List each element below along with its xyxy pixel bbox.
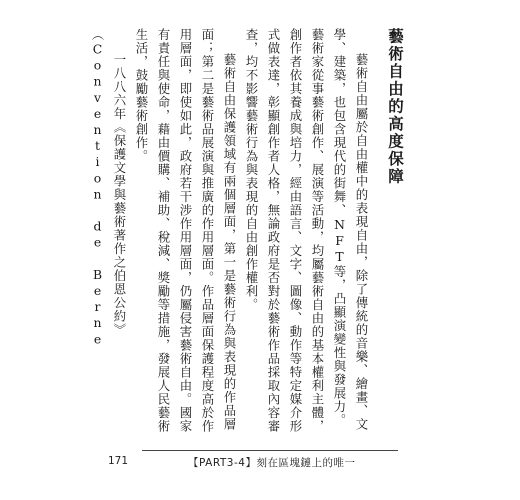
page-number: 171 bbox=[108, 455, 129, 467]
page-footer bbox=[108, 455, 398, 469]
footer-rule bbox=[142, 450, 398, 451]
paragraph-2: 藝術自由保護領域有兩個層面，第一是藝術行為與表現的作品層面；第二是藝術品展演與推廣的作用層面。作品層面保護程度高於作用層面，即使如此，政府若干涉作用層面，仍屬侵害藝術自由。國家有責任與使命，藉由價購、補助、稅減、獎勵等措施，發展人民藝術生活，鼓勵藝術創作。 bbox=[134, 28, 237, 433]
paragraph-1: 藝術自由屬於自由權中的表現自由，除了傳統的音樂、繪畫、文學、建築，也包含現代的街舞、NFT等，凸顯演變性與發展力。藝術家從事藝術創作、展演等活動，均屬藝術自由的基本權利主體，創作者依其養成與培力，經由語言、文字、圖像、動作等特定媒介形式做表達，彰顯創作者人格，無論政府是否對於藝術作品採取內容審查，均不影響藝術行為與表現的自由創作權利。 bbox=[244, 28, 369, 433]
vertical-text-body bbox=[90, 28, 406, 438]
paragraph-3: 一八八六年《保護文學與藝術著作之伯恩公約》（Convention de Berne bbox=[90, 28, 127, 348]
running-head: 【PART3-4】刻在區塊鏈上的唯一 bbox=[188, 457, 356, 469]
section-heading: 藝術自由的高度保障 bbox=[386, 28, 404, 186]
